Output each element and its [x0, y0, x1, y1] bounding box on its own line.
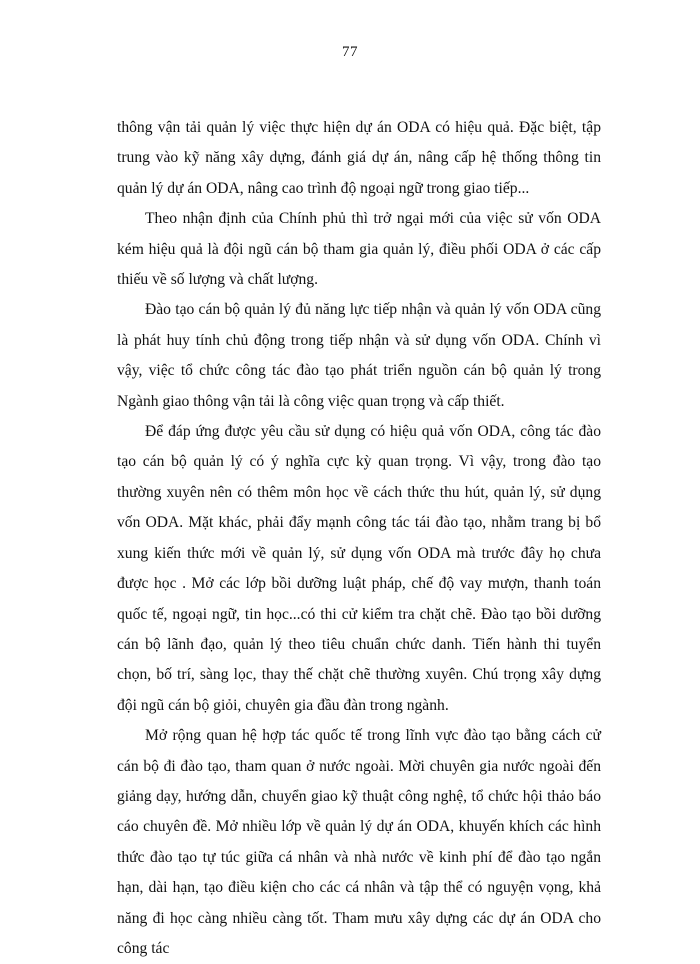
paragraph-training-measures: Để đáp ứng được yêu cầu sử dụng có hiệu quả vốn ODA, công tác đào tạo cán bộ quản lý có ý nghĩa cực kỳ quan trọng. Vì vậy, trong đào tạo thường xuyên nên có thêm môn học về cách thức thu hút, quản lý, sử dụng vốn ODA. Mặt khác, phải đẩy mạnh công tác tái đào tạo, nhằm trang bị bổ xung kiến thức mới về quản lý, sử dụng vốn ODA mà trước đây họ chưa được học . Mở các lớp bồi dưỡng luật pháp, chế độ vay mượn, thanh toán quốc tế, ngoại ngữ, tin học...có thi cử kiểm tra chặt chẽ. Đào tạo bồi dưỡng cán bộ lãnh đạo, quản lý theo tiêu chuẩn chức danh. Tiến hành thi tuyển chọn, bố trí, sàng lọc, thay thế chặt chẽ thường xuyên. Chú trọng xây dựng đội ngũ cán bộ giỏi, chuyên gia đầu đàn trong ngành. — [117, 423, 601, 714]
body-text — [117, 113, 601, 964]
paragraph-continued: thông vận tải quản lý việc thực hiện dự án ODA có hiệu quả. Đặc biệt, tập trung vào kỹ năng xây dựng, đánh giá dự án, nâng cấp hệ thống thông tin quản lý dự án ODA, nâng cao trình độ ngoại ngữ trong giao tiếp... — [117, 119, 601, 197]
page-number: 77 — [342, 44, 358, 60]
paragraph-government-assessment: Theo nhận định của Chính phủ thì trở ngại mới của việc sử vốn ODA kém hiệu quả là đội ngũ cán bộ tham gia quản lý, điều phối ODA ở các cấp thiếu về số lượng và chất lượng. — [117, 210, 601, 289]
paragraph-international-cooperation: Mở rộng quan hệ hợp tác quốc tế trong lĩnh vực đào tạo bằng cách cử cán bộ đi đào tạo, tham quan ở nước ngoài. Mời chuyên gia nước ngoài đến giảng dạy, hướng dẫn, chuyển giao kỹ thuật công nghệ, tổ chức hội thảo báo cáo chuyên đề. Mở nhiều lớp về quản lý dự án ODA, khuyến khích các hình thức đào tạo tự túc giữa cá nhân và nhà nước về kinh phí để đào tạo ngắn hạn, dài hạn, tạo điều kiện cho các cá nhân và tập thể có nguyện vọng, khả năng đi học càng nhiều càng tốt. Tham mưu xây dựng các dự án ODA cho công tác — [117, 727, 601, 957]
paragraph-training-capacity: Đào tạo cán bộ quản lý đủ năng lực tiếp nhận và quản lý vốn ODA cũng là phát huy tính chủ động trong tiếp nhận và sử dụng vốn ODA. Chính vì vậy, việc tổ chức công tác đào tạo phát triển nguồn cán bộ quản lý trong Ngành giao thông vận tải là công việc quan trọng và cấp thiết. — [117, 301, 601, 410]
